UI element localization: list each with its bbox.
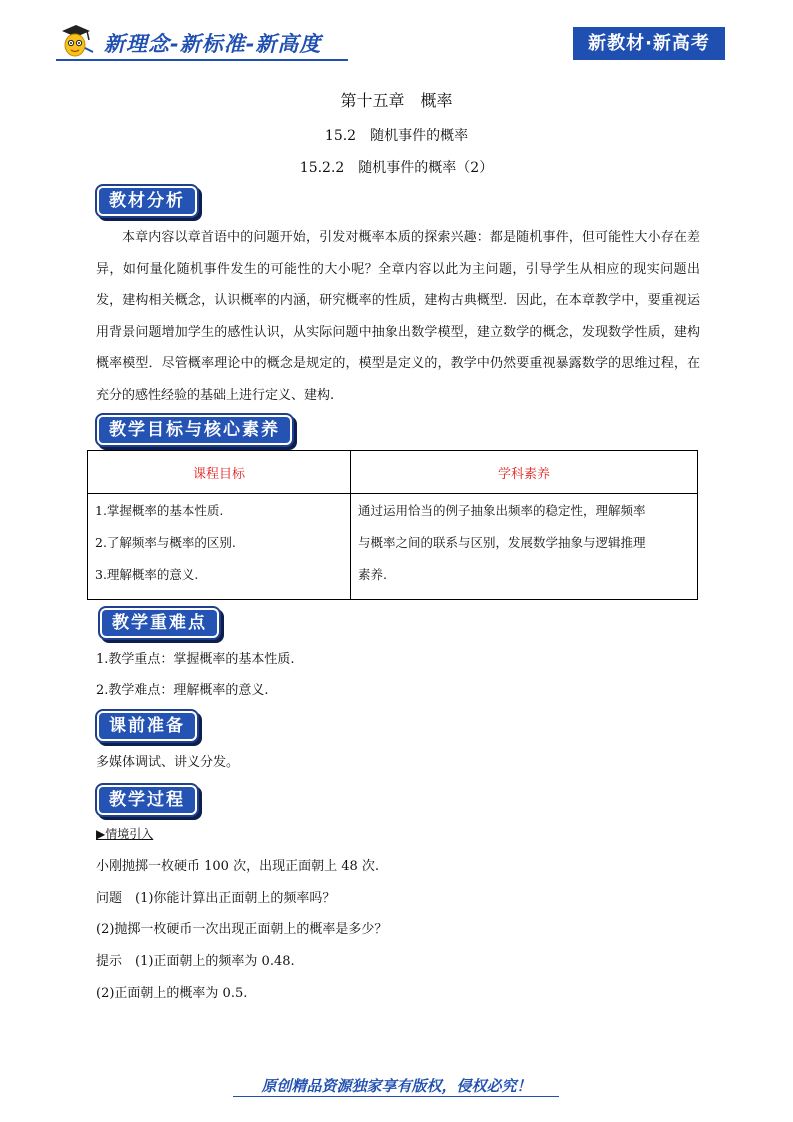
copyright-notice: 原创精品资源独家享有版权，侵权必究！	[261, 1077, 532, 1095]
brand-badge: 新教材·新高考	[573, 27, 725, 60]
objectives-heading: 教学目标与核心素养	[99, 417, 290, 443]
table-row	[88, 494, 698, 600]
keypoint-item: 1.教学重点：掌握概率的基本性质.	[96, 652, 295, 667]
keypoint-item: 2.教学难点：理解概率的意义.	[96, 683, 269, 698]
chapter-title: 第十五章 概率	[340, 91, 453, 110]
intro-marker: ▶情境引入	[96, 827, 154, 841]
section-title: 15.2 随机事件的概率	[324, 128, 469, 144]
prep-heading: 课前准备	[99, 713, 195, 739]
keypoints-heading: 教学重难点	[102, 610, 217, 636]
header-divider	[56, 59, 348, 61]
goal-item: 3.理解概率的意义.	[95, 567, 199, 582]
process-line: 问题 (1)你能计算出正面朝上的频率吗？	[96, 891, 336, 906]
prep-text: 多媒体调试、讲义分发。	[96, 755, 240, 770]
analysis-heading: 教材分析	[99, 188, 195, 214]
process-line: (2)正面朝上的概率为 0.5.	[96, 986, 248, 1001]
literacy-header: 学科素养	[351, 451, 698, 494]
literacy-line: 通过运用恰当的例子抽象出频率的稳定性，理解频率	[358, 503, 646, 518]
subsection-title: 15.2.2 随机事件的概率（2）	[299, 160, 494, 176]
process-line: (2)抛掷一枚硬币一次出现正面朝上的概率是多少？	[96, 922, 388, 937]
table-header-row	[88, 451, 698, 494]
header-slogan: 新理念-新标准-新高度	[104, 32, 322, 56]
mascot-logo-icon	[56, 22, 96, 62]
process-heading: 教学过程	[99, 787, 195, 813]
goal-item: 2.了解频率与概率的区别.	[95, 535, 236, 550]
course-goals-cell	[88, 494, 351, 600]
literacy-cell	[351, 494, 698, 600]
footer-divider	[233, 1096, 559, 1097]
goal-item: 1.掌握概率的基本性质.	[95, 503, 224, 518]
analysis-paragraph: 本章内容以章首语中的问题开始，引发对概率本质的探索兴趣：都是随机事件，但可能性大小存在差异，如何量化随机事件发生的可能性的大小呢？全章内容以此为主问题，引导学生从相应的现实问题出发，建构相关概念，认识概率的内涵，研究概率的性质，建构古典概型．因此，在本章教学中，要重视运用背景问题增加学生的感性认识，从实际问题中抽象出数学模型，建立数学的概念，发现数学性质，建构概率模型．尽管概率理论中的概念是规定的，模型是定义的，教学中仍然要重视暴露数学的思维过程，在充分的感性经验的基础上进行定义、建构.	[96, 230, 700, 403]
objectives-table	[87, 450, 698, 600]
course-goals-header: 课程目标	[88, 451, 351, 494]
process-line: 小刚抛掷一枚硬币 100 次，出现正面朝上 48 次.	[96, 859, 380, 874]
process-line: 提示 (1)正面朝上的频率为 0.48.	[96, 954, 295, 969]
literacy-line: 素养.	[358, 567, 387, 582]
literacy-line: 与概率之间的联系与区别，发展数学抽象与逻辑推理	[358, 535, 646, 550]
